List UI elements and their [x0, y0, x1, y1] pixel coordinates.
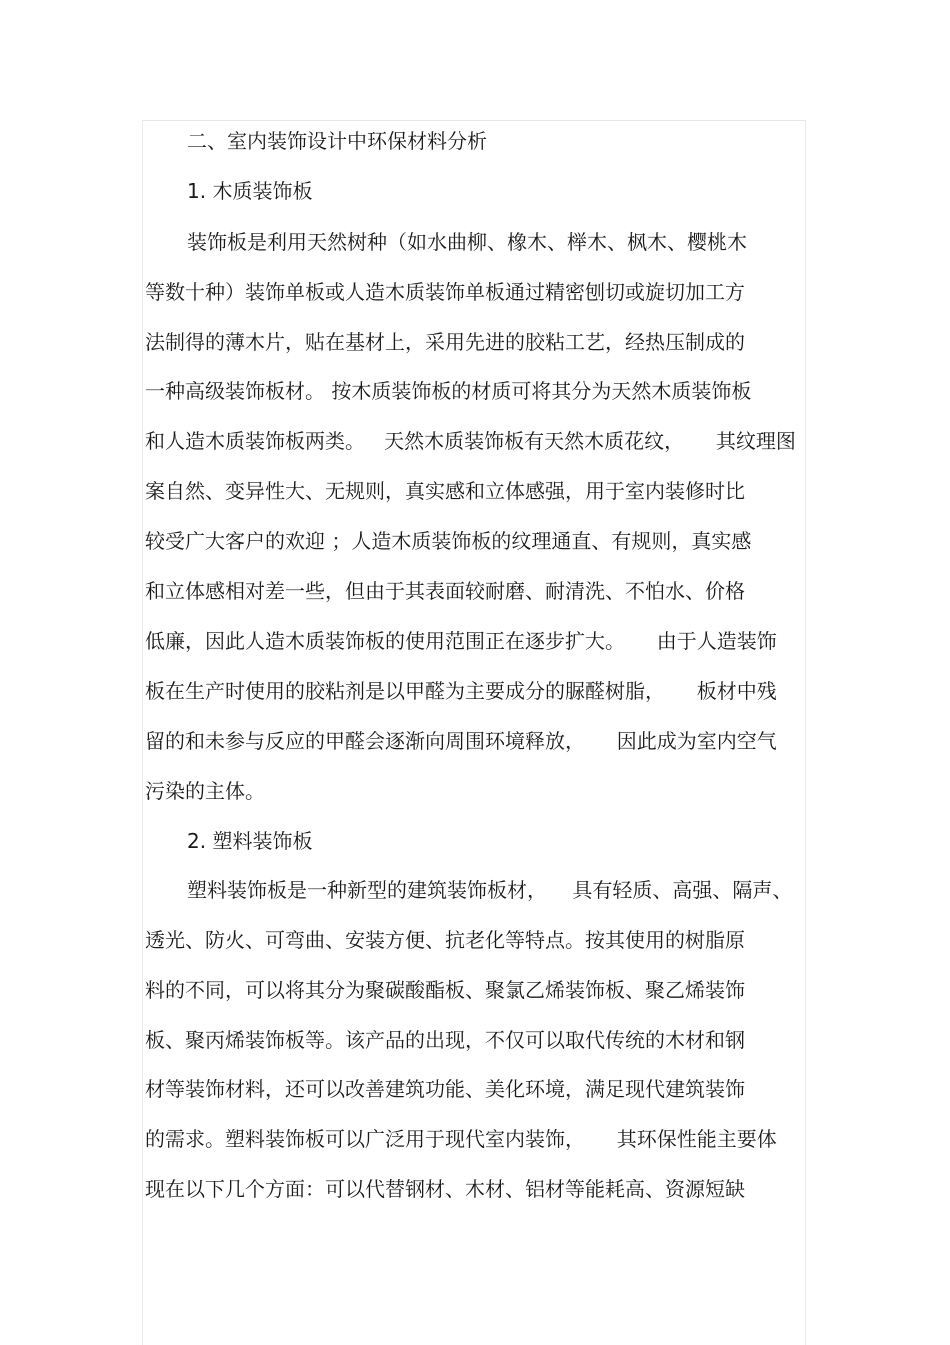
paragraph-line: 现在以下几个方面：可以代替钢材、木材、铝材等能耗高、资源短缺	[145, 1177, 745, 1201]
paragraph-line: 留的和未参与反应的甲醛会逐渐向周围环境释放， 因此成为室内空气	[145, 729, 777, 753]
paragraph-line: 板、聚丙烯装饰板等。该产品的出现，不仅可以取代传统的木材和钢	[145, 1028, 745, 1052]
paragraph-line: 等数十种）装饰单板或人造木质装饰单板通过精密刨切或旋切加工方	[145, 280, 745, 304]
paragraph-line: 和立体感相对差一些，但由于其表面较耐磨、耐清洗、不怕水、价格	[145, 579, 745, 603]
paragraph-line: 法制得的薄木片，贴在基材上，采用先进的胶粘工艺，经热压制成的	[145, 330, 745, 354]
paragraph-line: 低廉，因此人造木质装饰板的使用范围正在逐步扩大。 由于人造装饰	[145, 629, 777, 653]
subsection-title-plastic: 2. 塑料装饰板	[187, 829, 313, 853]
paragraph-line: 污染的主体。	[145, 779, 265, 803]
paragraph-line: 透光、防火、可弯曲、安装方便、抗老化等特点。按其使用的树脂原	[145, 928, 745, 952]
section-heading: 二、室内装饰设计中环保材料分析	[187, 129, 487, 153]
paragraph-line: 的需求。塑料装饰板可以广泛用于现代室内装饰， 其环保性能主要体	[145, 1127, 777, 1151]
paragraph-line: 和人造木质装饰板两类。 天然木质装饰板有天然木质花纹， 其纹理图	[145, 429, 796, 453]
paragraph-line: 装饰板是利用天然树种（如水曲柳、橡木、榉木、枫木、樱桃木	[187, 230, 747, 254]
subsection-title-wood: 1. 木质装饰板	[187, 179, 313, 203]
paragraph-line: 板在生产时使用的胶粘剂是以甲醛为主要成分的脲醛树脂， 板材中残	[145, 679, 777, 703]
paragraph-line: 一种高级装饰板材。 按木质装饰板的材质可将其分为天然木质装饰板	[145, 379, 752, 403]
paragraph-line: 材等装饰材料，还可以改善建筑功能、美化环境，满足现代建筑装饰	[145, 1077, 745, 1101]
paragraph-line: 料的不同，可以将其分为聚碳酸酯板、聚氯乙烯装饰板、聚乙烯装饰	[145, 978, 745, 1002]
paragraph-line: 塑料装饰板是一种新型的建筑装饰板材， 具有轻质、高强、隔声、	[187, 878, 793, 902]
paragraph-line: 较受广大客户的欢迎 ；人造木质装饰板的纹理通直、有规则，真实感	[145, 529, 752, 553]
paragraph-line: 案自然、变异性大、无规则，真实感和立体感强，用于室内装修时比	[145, 479, 745, 503]
